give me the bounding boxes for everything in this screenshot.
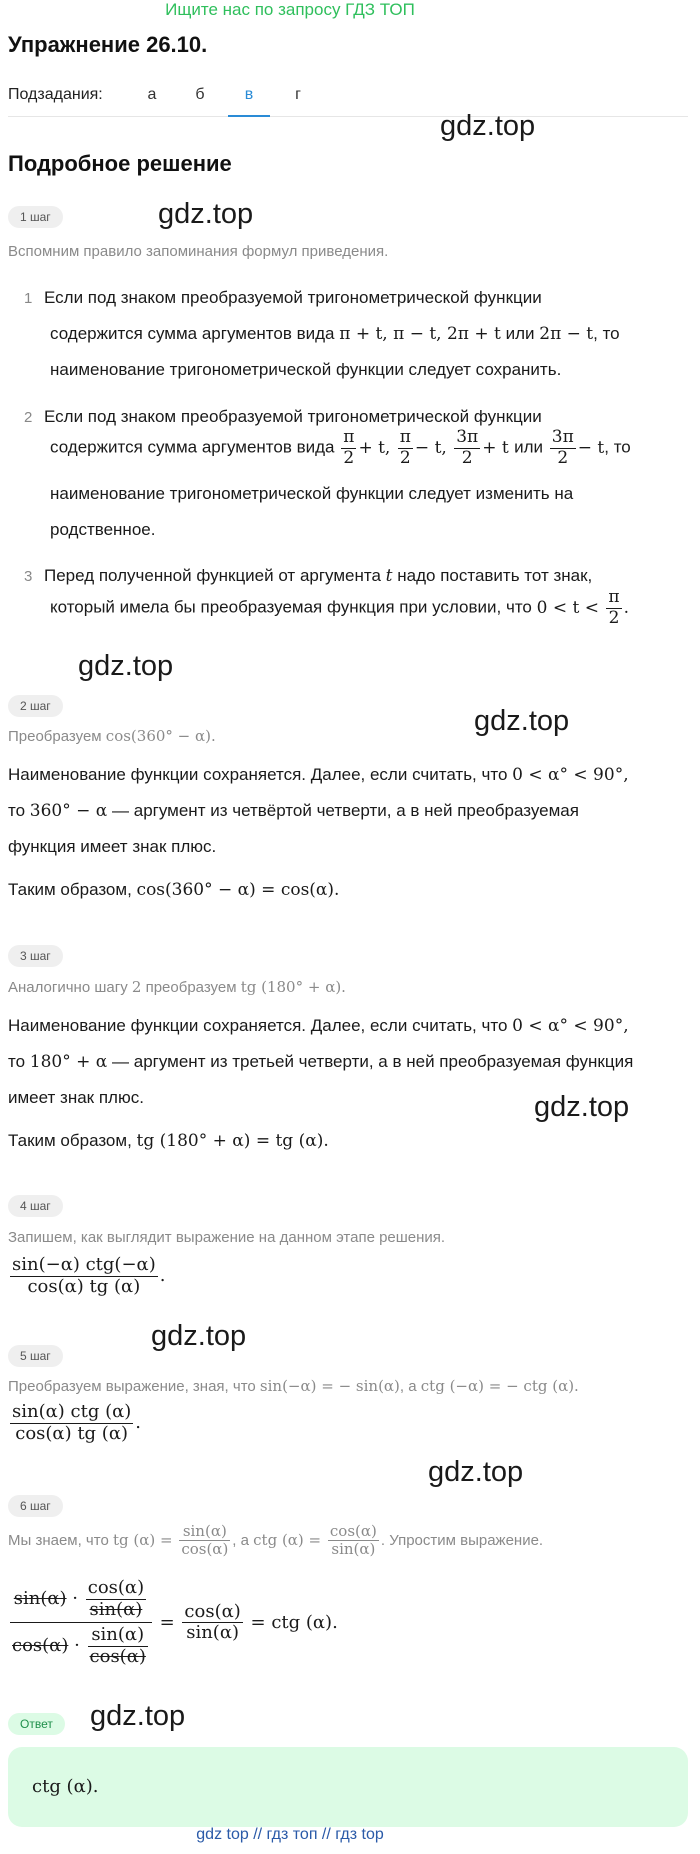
step-hint: Мы знаем, что tg (α) = $\frac{\sin(\alpha)}{\cos(\alpha)}$ , а ctg (α) = $\frac{\cos(\alpha)}{\sin(\alpha)}$ . Упростим выражение.	[8, 1522, 544, 1559]
watermark: gdz.top	[534, 1091, 630, 1123]
paragraph: Таким образом, cos(360° − α) = cos(α).	[8, 880, 340, 900]
list-text: наименование тригонометрической функции следует сохранить.	[50, 360, 562, 379]
list-text: наименование тригонометрической функции следует изменить на	[50, 484, 574, 503]
step-hint: Запишем, как выглядит выражение на данном этапе решения.	[8, 1229, 446, 1246]
watermark: gdz.top	[78, 650, 174, 682]
expression: $\frac{\text{sin(−α) ctg(−α)}}{\cos(\alpha) tg (\alpha)}$ .	[12, 1254, 166, 1297]
answer-box	[8, 1747, 688, 1827]
step-chip: 6 шаг	[8, 1495, 63, 1517]
list-number: 3	[24, 568, 33, 585]
step-hint: Преобразуем выражение, зная, что sin(−α) = − sin(α), а ctg (−α) = − ctg (α).	[8, 1377, 579, 1395]
paragraph: Таким образом, tg (180° + α) = tg (α).	[8, 1131, 329, 1151]
step-chip: 5 шаг	[8, 1345, 63, 1367]
watermark: gdz.top	[474, 705, 570, 737]
list-text: Перед полученной функцией от аргумента t надо поставить тот знак,	[44, 566, 593, 586]
step-chip: 3 шаг	[8, 945, 63, 967]
paragraph: функция имеет знак плюс.	[8, 837, 217, 856]
section-title: Подробное решение	[8, 151, 232, 176]
answer-chip: Ответ	[8, 1713, 65, 1735]
tab-g[interactable]: г	[295, 86, 301, 103]
watermark: gdz.top	[440, 110, 536, 142]
step-hint: Аналогично шагу 2 преобразуем tg (180° + α).	[8, 978, 346, 996]
page-title: Упражнение 26.10.	[8, 32, 208, 57]
step-chip: 2 шаг	[8, 695, 63, 717]
paragraph: то 360° − α — аргумент из четвёртой четверти, а в ней преобразуемая	[8, 801, 579, 821]
step-hint: Вспомним правило запоминания формул приведения.	[8, 243, 389, 260]
list-text-fractions: содержится сумма аргументов вида $\frac{\pi}{2}$ + t, $\frac{\pi}{2}$ − t, $\frac{3\pi}{2}$ + t или $\frac{3\pi}{2}$ − t, то	[50, 427, 631, 468]
complex-fraction: sin(α) · $\frac{\cos(\alpha)}{\sin(\alpha)}$ cos(α) · $\frac{\sin(\alpha)}{\cos(\alpha)}$ = $\frac{\cos(\alpha)}{\sin(\alpha)}$ = ctg (α).	[12, 1577, 338, 1668]
paragraph: Наименование функции сохраняется. Далее, если считать, что 0 < α° < 90°,	[8, 1016, 629, 1036]
watermark: gdz.top	[151, 1320, 247, 1352]
step-hint: Преобразуем cos(360° − α).	[8, 727, 216, 745]
list-text-fraction: который имела бы преобразуемая функция при условии, что 0 < t < $\frac{\pi}{2}$ .	[50, 587, 629, 628]
tab-v[interactable]: в	[244, 86, 254, 103]
paragraph: Наименование функции сохраняется. Далее, если считать, что 0 < α° < 90°,	[8, 765, 629, 785]
tabs-divider	[8, 116, 688, 117]
watermark: gdz.top	[428, 1456, 524, 1488]
list-text: Если под знаком преобразуемой тригонометрической функции	[44, 407, 542, 426]
paragraph: то 180° + α — аргумент из третьей четверти, а в ней преобразуемая функция	[8, 1052, 634, 1072]
list-number: 2	[24, 409, 33, 426]
expression: $\frac{\text{sin(α) ctg (α)}}{\cos(\alpha) tg (\alpha)}$ .	[12, 1401, 142, 1444]
list-text: содержится сумма аргументов вида π + t, π − t, 2π + t или 2π − t, то	[50, 324, 620, 344]
list-number: 1	[24, 290, 33, 307]
step-chip: 4 шаг	[8, 1195, 63, 1217]
promo-banner: Ищите нас по запросу ГДЗ ТОП	[165, 0, 415, 19]
watermark: gdz.top	[90, 1700, 186, 1732]
active-tab-indicator	[228, 115, 270, 117]
tab-a[interactable]: а	[147, 86, 157, 103]
list-text: родственное.	[50, 520, 156, 539]
list-text: Если под знаком преобразуемой тригонометрической функции	[44, 288, 542, 307]
step-chip: 1 шаг	[8, 206, 63, 228]
footer-links[interactable]: gdz top // гдз топ // гдз top	[196, 1826, 384, 1843]
tab-b[interactable]: б	[195, 86, 205, 103]
watermark: gdz.top	[158, 198, 254, 230]
paragraph: имеет знак плюс.	[8, 1088, 144, 1107]
subtasks-label: Подзадания:	[8, 86, 103, 103]
answer-value: ctg (α).	[32, 1776, 99, 1797]
